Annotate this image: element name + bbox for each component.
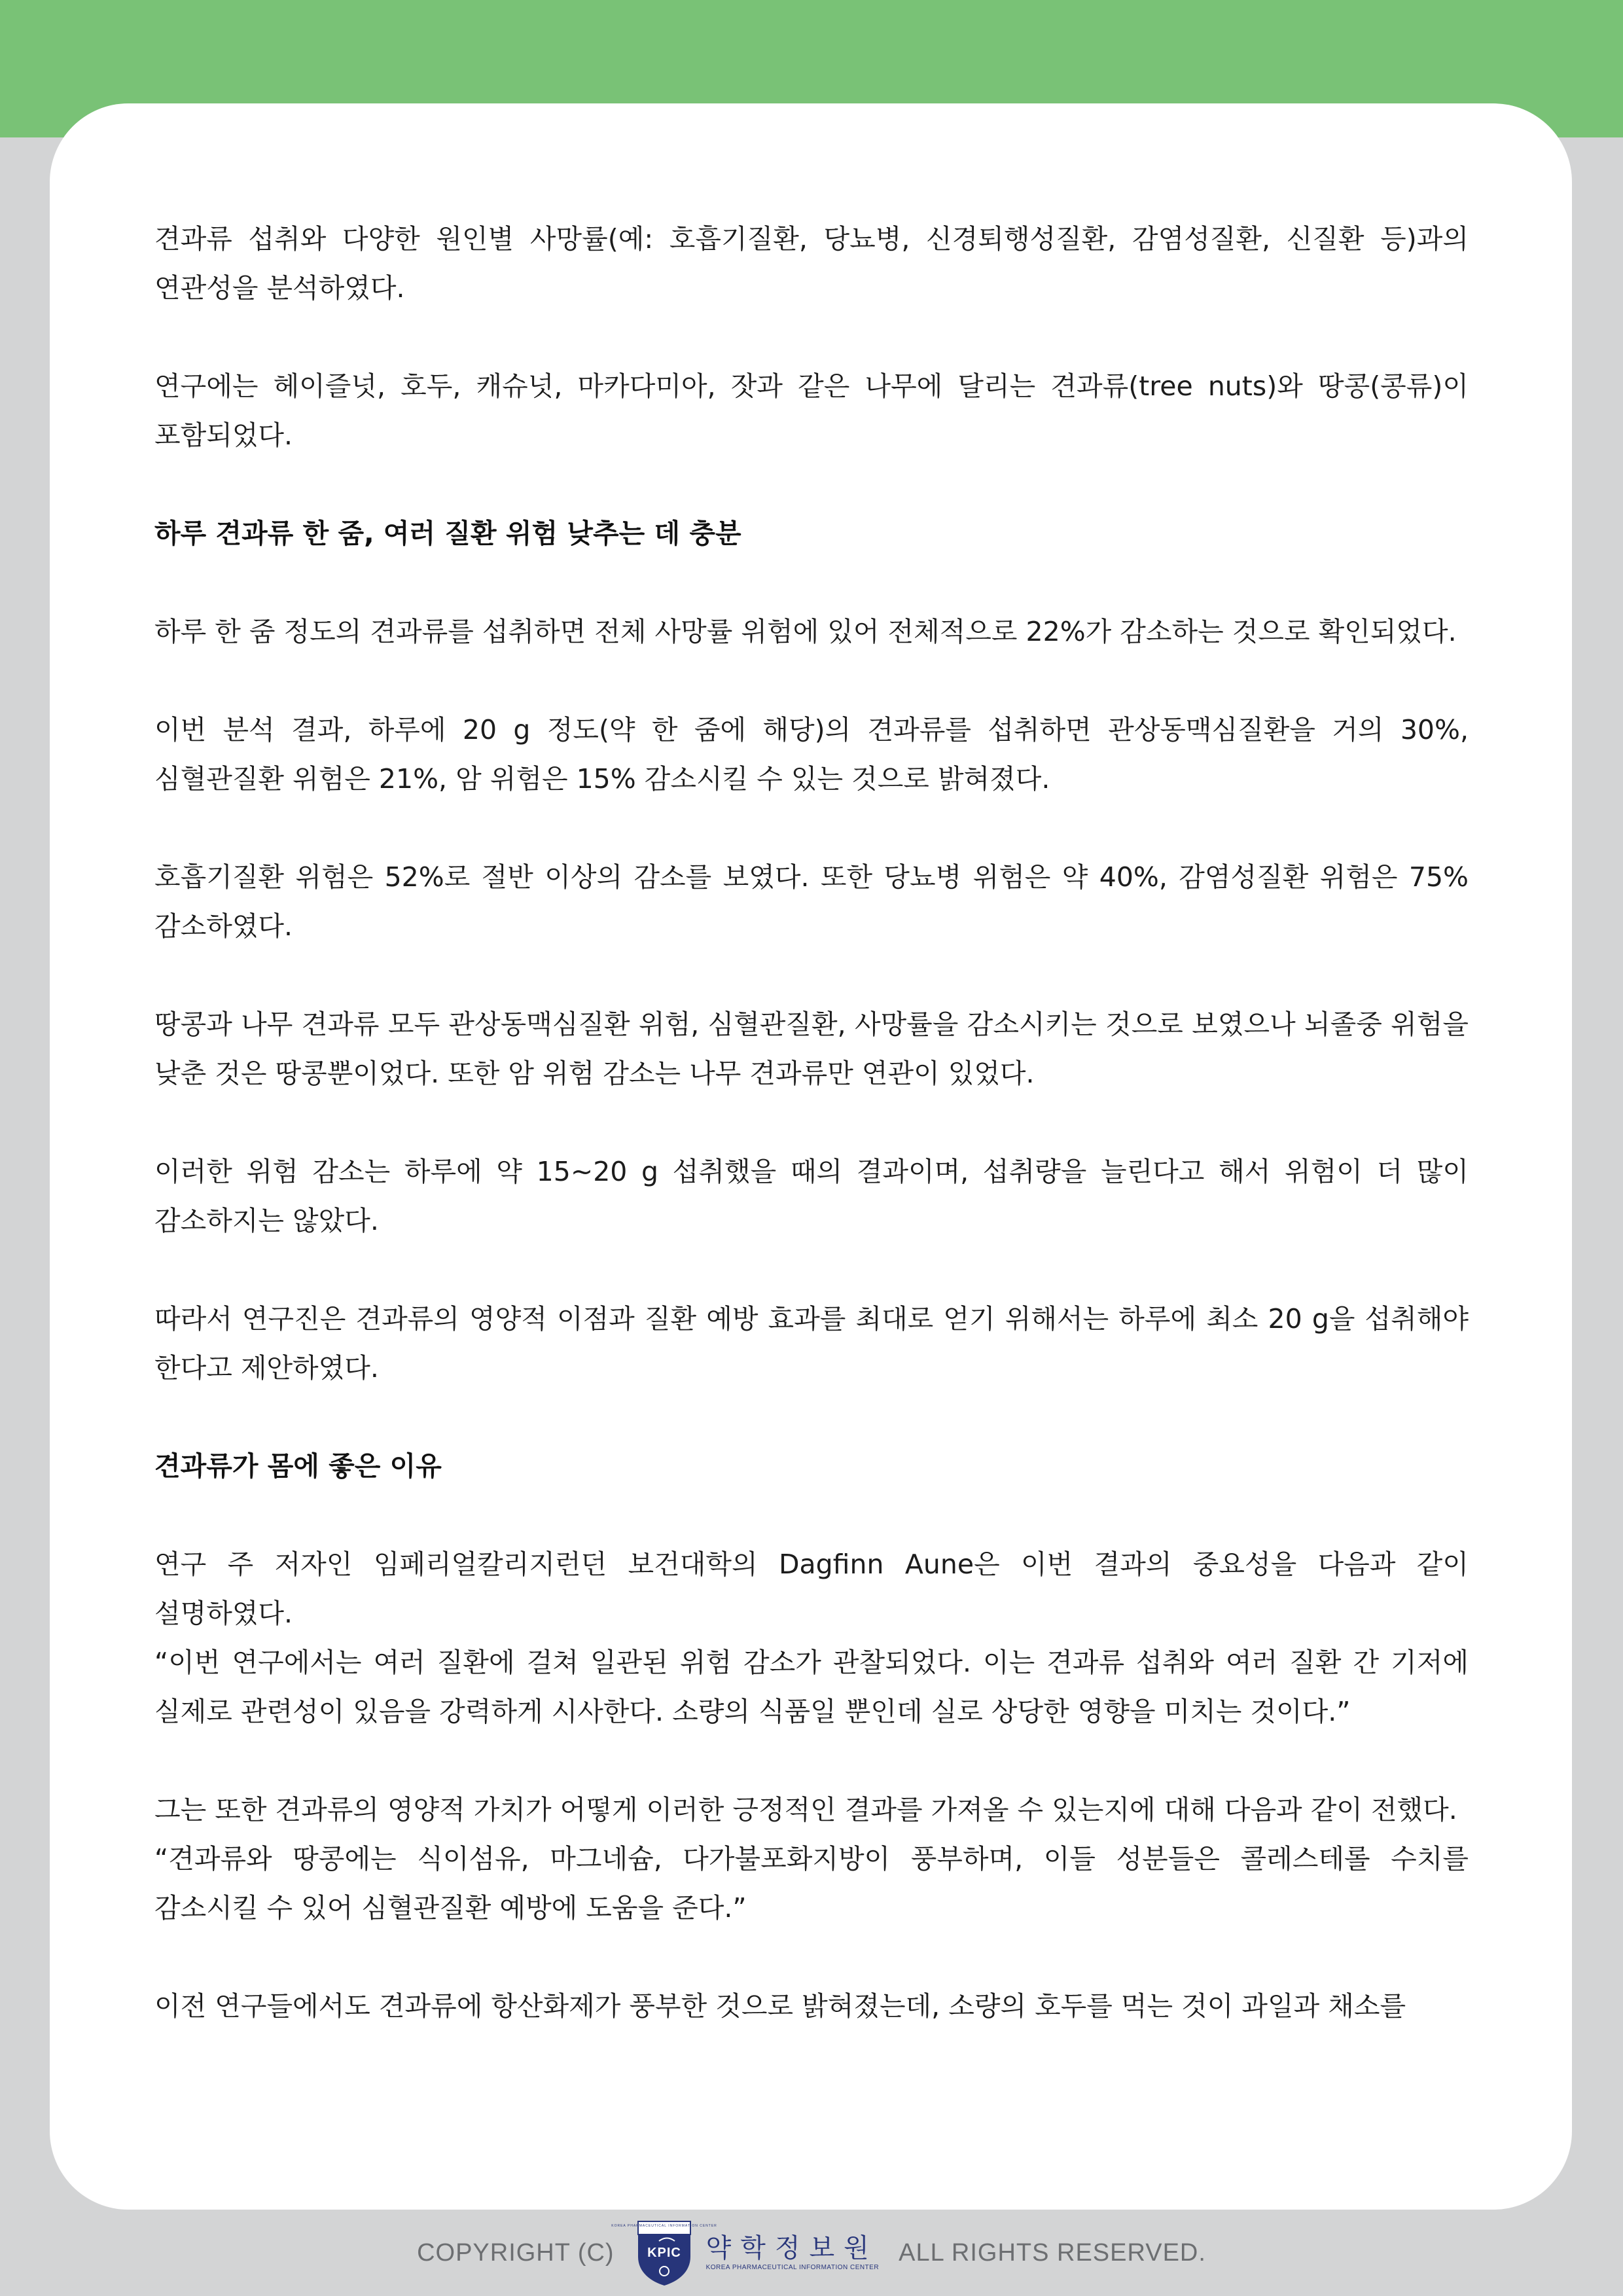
paragraph: 땅콩과 나무 견과류 모두 관상동맥심질환 위험, 심혈관질환, 사망률을 감소시키는 것으로 보였으나 뇌졸중 위험을 낮춘 것은 땅콩뿐이었다. 또한 암 위험 감소는 나무 견과류만 연관이 있었다. (154, 1009, 1469, 1089)
paragraph: 이전 연구들에서도 견과류에 항산화제가 풍부한 것으로 밝혀졌는데, 소량의 호두를 먹는 것이 과일과 채소를 (154, 1990, 1406, 2022)
quote-paragraph: “이번 연구에서는 여러 질환에 걸쳐 일관된 위험 감소가 관찰되었다. 이는 견과류 섭취와 여러 질환 간 기저에 실제로 관련성이 있음을 강력하게 시사한다. 소량의 식품일 뿐인데 실로 상당한 영향을 미치는 것이다.” (154, 1647, 1469, 1727)
paragraph: 견과류 섭취와 다양한 원인별 사망률(예: 호흡기질환, 당뇨병, 신경퇴행성질환, 감염성질환, 신질환 등)과의 연관성을 분석하였다. (154, 223, 1469, 304)
paragraph: 호흡기질환 위험은 52%로 절반 이상의 감소를 보였다. 또한 당뇨병 위험은 약 40%, 감염성질환 위험은 75% 감소하였다. (154, 861, 1469, 942)
logo-badge-text: KPIC (647, 2246, 681, 2260)
paragraph: 이번 분석 결과, 하루에 20 g 정도(약 한 줌에 해당)의 견과류를 섭취하면 관상동맥심질환을 거의 30%, 심혈관질환 위험은 21%, 암 위험은 15% 감소시킬 수 있는 것으로 밝혀졌다. (154, 714, 1469, 795)
kpic-shield-icon (611, 2219, 717, 2287)
copyright-text: COPYRIGHT (C) (417, 2238, 615, 2267)
paragraph: 하루 한 줌 정도의 견과류를 섭취하면 전체 사망률 위험에 있어 전체적으로 22%가 감소하는 것으로 확인되었다. (154, 616, 1457, 647)
section-heading: 견과류가 몸에 좋은 이유 (154, 1450, 442, 1482)
article-body (154, 215, 1469, 2080)
quote-paragraph: “견과류와 땅콩에는 식이섬유, 마그네슘, 다가불포화지방이 풍부하며, 이들 성분들은 콜레스테롤 수치를 감소시킬 수 있어 심혈관질환 예방에 도움을 준다.” (154, 1843, 1469, 1924)
logo-small-text: KOREA PHARMACEUTICAL INFORMATION CENTER (611, 2224, 717, 2228)
kpic-logo (611, 2219, 880, 2287)
logo-korean-name: 약학정보원 (705, 2233, 878, 2263)
paragraph: 연구 주 저자인 임페리얼칼리지런던 보건대학의 Dagfinn Aune은 이번 결과의 중요성을 다음과 같이 설명하였다. (154, 1549, 1469, 1629)
paragraph: 연구에는 헤이즐넛, 호두, 캐슈넛, 마카다미아, 잣과 같은 나무에 달리는 견과류(tree nuts)와 땅콩(콩류)이 포함되었다. (154, 370, 1469, 451)
rights-text: ALL RIGHTS RESERVED. (899, 2238, 1206, 2267)
paragraph: 이러한 위험 감소는 하루에 약 15~20 g 섭취했을 때의 결과이며, 섭취량을 늘린다고 해서 위험이 더 많이 감소하지는 않았다. (154, 1156, 1469, 1236)
section-heading: 하루 견과류 한 줌, 여러 질환 위험 낮추는 데 충분 (154, 518, 741, 549)
logo-english-name: KOREA PHARMACEUTICAL INFORMATION CENTER (705, 2264, 880, 2271)
paragraph: 그는 또한 견과류의 영양적 가치가 어떻게 이러한 긍정적인 결과를 가져올 수 있는지에 대해 다음과 같이 전했다. (154, 1794, 1457, 1825)
paragraph: 따라서 연구진은 견과류의 영양적 이점과 질환 예방 효과를 최대로 얻기 위해서는 하루에 최소 20 g을 섭취해야 한다고 제안하였다. (154, 1303, 1469, 1384)
footer (0, 2210, 1623, 2296)
